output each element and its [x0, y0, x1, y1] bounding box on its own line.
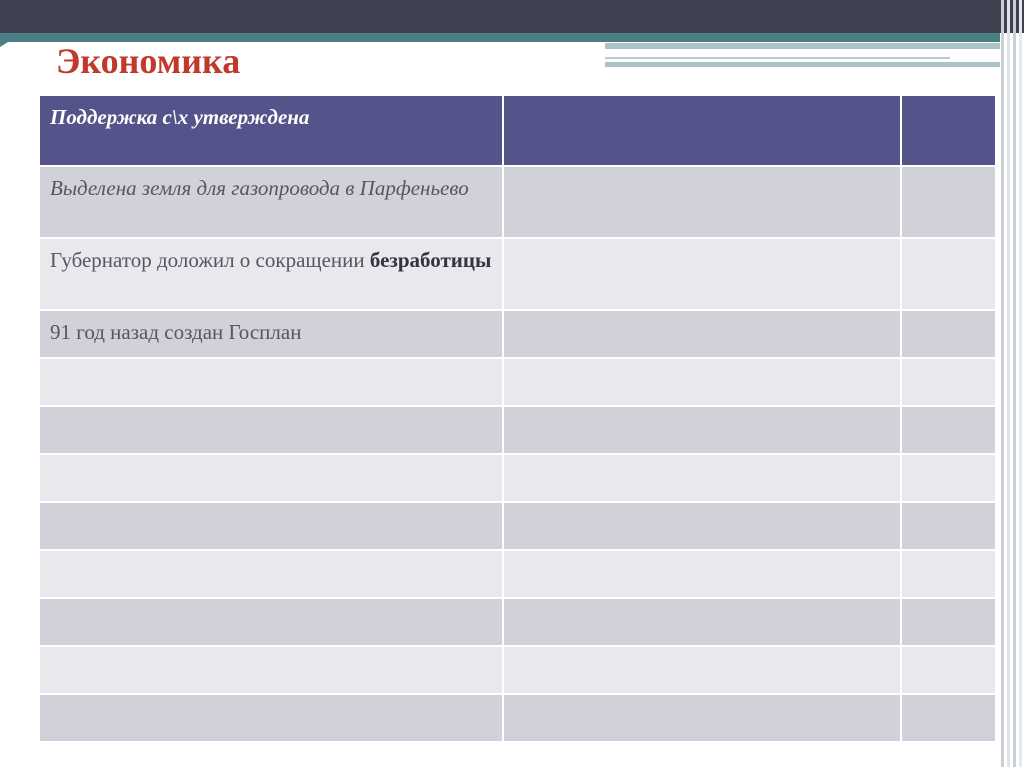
table-cell: [902, 503, 995, 549]
table-cell: [504, 167, 900, 237]
table-cell: [902, 167, 995, 237]
right-edge-stripe: [1019, 0, 1022, 767]
table-cell: 91 год назад создан Госплан: [40, 311, 502, 357]
right-edge-stripe: [1013, 0, 1016, 767]
table-cell: [902, 599, 995, 645]
table-row: [40, 647, 995, 693]
table-row: [40, 311, 995, 357]
table-cell: [902, 311, 995, 357]
table-row: [40, 167, 995, 237]
table-cell: [504, 551, 900, 597]
table-row: [40, 239, 995, 309]
right-edge-stripe: [1007, 0, 1010, 767]
table-cell: [504, 503, 900, 549]
top-band-line-lower: [605, 62, 1000, 67]
table-cell: [504, 599, 900, 645]
table-row: [40, 359, 995, 405]
cell-text: Губернатор доложил о сокращении: [50, 248, 370, 272]
table-cell: [504, 311, 900, 357]
table-cell: [504, 359, 900, 405]
table-cell: Поддержка с\х утверждена: [40, 96, 502, 165]
table-row: [40, 455, 995, 501]
table-cell: [504, 695, 900, 741]
table-row: [40, 503, 995, 549]
table-cell: [902, 96, 995, 165]
table-row: [40, 407, 995, 453]
table-row: [40, 695, 995, 741]
table-cell: [902, 239, 995, 309]
table-cell: [902, 647, 995, 693]
table-cell: [902, 359, 995, 405]
table-cell: [40, 407, 502, 453]
table-cell: [40, 503, 502, 549]
table-cell: [504, 455, 900, 501]
table-cell: [40, 455, 502, 501]
table-row: [40, 551, 995, 597]
table-cell: [40, 599, 502, 645]
table-cell: [504, 647, 900, 693]
top-band-light: [605, 43, 1000, 49]
top-band-line: [605, 57, 950, 59]
table-cell: [40, 647, 502, 693]
table-cell: [504, 407, 900, 453]
table-cell: [902, 455, 995, 501]
table-cell: [504, 239, 900, 309]
table-row: [40, 599, 995, 645]
table-cell: [40, 239, 502, 309]
table-cell: Выделена земля для газопровода в Парфеньево: [40, 167, 502, 237]
table-cell: [40, 551, 502, 597]
band-arrow-decoration: [0, 37, 8, 47]
table-cell: [40, 359, 502, 405]
news-table: [38, 94, 997, 743]
table-cell: [902, 551, 995, 597]
table-cell: [40, 695, 502, 741]
cell-text-bold: безработицы: [369, 248, 492, 272]
table-cell: [504, 96, 900, 165]
table-cell: [902, 407, 995, 453]
table-header-row: [40, 96, 995, 165]
right-edge-stripe: [1001, 0, 1004, 767]
table-cell: [902, 695, 995, 741]
slide-title: Экономика: [56, 41, 241, 81]
top-band-dark: [0, 0, 1024, 33]
